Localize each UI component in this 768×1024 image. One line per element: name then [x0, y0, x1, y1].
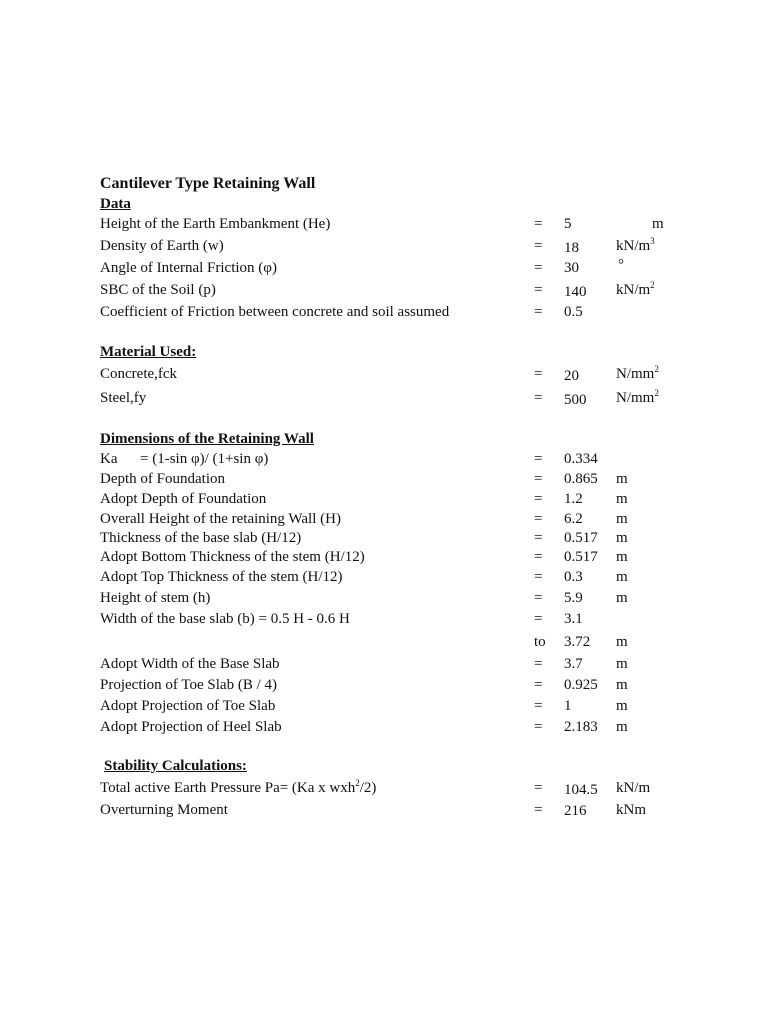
row-label: Overturning Moment [100, 802, 228, 818]
row-unit: kNm [616, 802, 646, 818]
row-equals: = [534, 491, 543, 507]
row-label: Depth of Foundation [100, 471, 225, 487]
data-row [100, 511, 700, 531]
row-label: Thickness of the base slab (H/12) [100, 530, 302, 546]
row-label: Adopt Depth of Foundation [100, 491, 267, 507]
row-equals: = [534, 780, 543, 796]
row-value: 18 [564, 240, 579, 256]
row-value: 140 [564, 284, 587, 300]
row-value: 216 [564, 803, 587, 819]
data-row [100, 549, 700, 569]
row-label: SBC of the Soil (p) [100, 282, 216, 298]
row-unit: $kN/m^2$ [616, 280, 655, 298]
row-unit: m [616, 491, 628, 507]
row-unit: m [616, 590, 628, 606]
data-row [100, 698, 700, 718]
row-value: 1 [564, 698, 572, 714]
data-row [100, 569, 700, 589]
row-unit: m [616, 656, 628, 672]
data-row [100, 390, 700, 410]
row-label: Adopt Projection of Heel Slab [100, 719, 282, 735]
row-label: Concrete,fck [100, 366, 178, 382]
row-value: 104.5 [564, 782, 598, 798]
row-label: Height of the Earth Embankment (He) [100, 216, 331, 232]
row-value: 30 [564, 260, 579, 276]
row-label: Angle of Internal Friction (φ) [100, 260, 277, 276]
row-value: 3.72 [564, 634, 591, 650]
row-label: Height of stem (h) [100, 590, 211, 606]
row-equals: = [534, 590, 543, 606]
row-value: 5.9 [564, 590, 583, 606]
row-unit: m [616, 549, 628, 565]
row-unit: m [652, 216, 664, 232]
row-equals: = [534, 471, 543, 487]
section-heading-dimensions: Dimensions of the Retaining Wall [100, 431, 314, 447]
row-equals: = [534, 282, 543, 298]
section-heading-stability: Stability Calculations: [104, 758, 247, 774]
row-unit: m [616, 511, 628, 527]
data-row [100, 216, 700, 236]
row-unit: m [616, 677, 628, 693]
row-label: Total active Earth Pressure Pa= (Ka x wxh$^2$/2) [100, 778, 377, 796]
row-label: Density of Earth (w) [100, 238, 224, 254]
row-equals: = [534, 677, 543, 693]
row-label: Adopt Projection of Toe Slab [100, 698, 276, 714]
row-unit: m [616, 698, 628, 714]
data-row [100, 257, 700, 280]
row-value: 1.2 [564, 491, 583, 507]
row-value: 0.334 [564, 451, 598, 467]
row-equals: = [534, 451, 543, 467]
row-unit: kN/m [616, 780, 651, 796]
row-label: Adopt Top Thickness of the stem (H/12) [100, 569, 343, 585]
row-label: Adopt Bottom Thickness of the stem (H/12) [100, 549, 365, 565]
row-value: 3.7 [564, 656, 583, 672]
row-value: 0.925 [564, 677, 598, 693]
row-value: 2.183 [564, 719, 598, 735]
row-label: Width of the base slab (b) = 0.5 H - 0.6 H [100, 611, 350, 627]
row-equals: = [534, 366, 543, 382]
data-row [100, 238, 700, 258]
row-unit: m [616, 471, 628, 487]
row-equals: = [534, 530, 543, 546]
data-row [100, 491, 700, 511]
data-row [100, 677, 700, 697]
row-value: 5 [564, 216, 572, 232]
data-row [100, 366, 700, 386]
data-row [100, 611, 700, 631]
row-equals: = [534, 698, 543, 714]
data-row [100, 530, 700, 550]
row-label: Overall Height of the retaining Wall (H) [100, 511, 341, 527]
row-unit: $N/mm^2$ [616, 388, 659, 406]
row-equals: = [534, 549, 543, 565]
row-label: Projection of Toe Slab (B / 4) [100, 677, 277, 693]
row-equals: = [534, 611, 543, 627]
data-row [100, 719, 700, 739]
data-row [100, 780, 700, 800]
row-value: 0.5 [564, 304, 583, 320]
row-unit: m [616, 530, 628, 546]
section-heading-data: Data [100, 196, 131, 212]
row-value: 0.865 [564, 471, 598, 487]
document-title: Cantilever Type Retaining Wall [100, 175, 316, 192]
row-equals: = [534, 802, 543, 818]
row-value: 500 [564, 392, 587, 408]
row-equals: = [534, 304, 543, 320]
row-range-to: to [534, 634, 546, 650]
data-row [100, 282, 700, 302]
row-unit: m [616, 634, 628, 650]
data-row [100, 471, 700, 491]
degree-unit: ° [618, 257, 624, 273]
row-equals: = [534, 238, 543, 254]
data-row [100, 304, 700, 324]
row-unit: $kN/m^3$ [616, 236, 655, 254]
row-label: Coefficient of Friction between concrete and soil assumed [100, 304, 450, 320]
row-value: 0.517 [564, 530, 598, 546]
row-equals: = [534, 656, 543, 672]
row-value: 0.517 [564, 549, 598, 565]
row-value: 0.3 [564, 569, 583, 585]
row-unit: m [616, 569, 628, 585]
row-equals: = [534, 390, 543, 406]
data-row [100, 451, 700, 471]
row-label: Steel,fy [100, 390, 147, 406]
row-equals: = [534, 719, 543, 735]
row-value: 3.1 [564, 611, 583, 627]
row-label: Ka = (1-sin φ)/ (1+sin φ) [100, 451, 269, 467]
row-unit: $N/mm^2$ [616, 364, 659, 382]
data-row [100, 656, 700, 676]
row-equals: = [534, 569, 543, 585]
row-value: 20 [564, 368, 579, 384]
section-heading-material: Material Used: [100, 344, 197, 360]
row-equals: = [534, 216, 543, 232]
data-row [100, 590, 700, 610]
data-row [100, 802, 700, 822]
row-label: Adopt Width of the Base Slab [100, 656, 280, 672]
data-row [100, 634, 700, 654]
row-equals: = [534, 260, 543, 276]
row-unit: m [616, 719, 628, 735]
row-equals: = [534, 511, 543, 527]
row-value: 6.2 [564, 511, 583, 527]
